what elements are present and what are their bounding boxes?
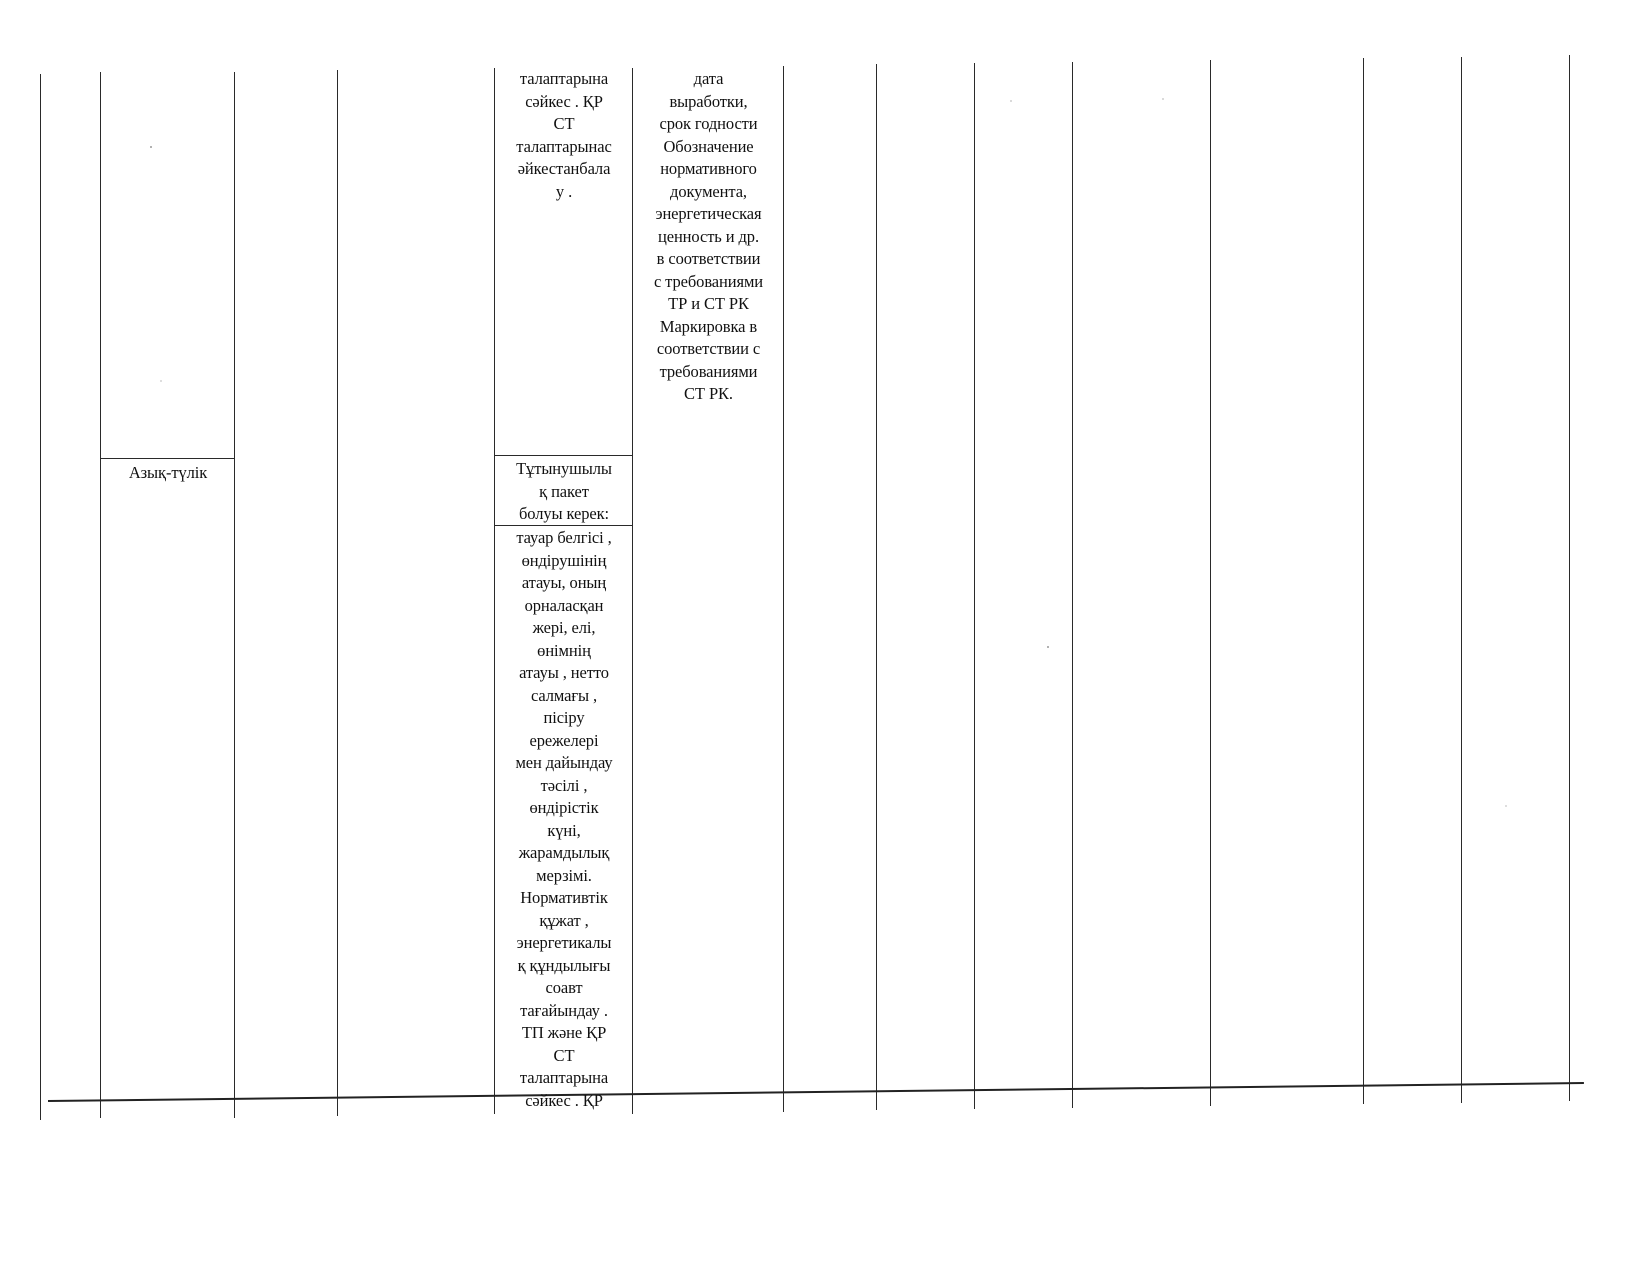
table-border-left [40, 74, 41, 1120]
column-divider-12 [1461, 57, 1462, 1103]
product-category-label: Азық-түлік [128, 463, 208, 482]
kz-marking-requirements-text: тауар белгісі , өндірушінің атауы, оның орналасқан жері, елі, өнімнің атауы , нетто салмағы , пісіру ережелері мен дайындау тәсілі , өндірістік күні, жарамдылық мерзімі. Нормативтік құжат , энергетикалы қ құндылығы соавт тағайындау . ТП және ҚР СТ талаптарына сәйкес . ҚР [515, 528, 613, 1110]
column-divider-11 [1363, 58, 1364, 1104]
column-divider-5 [632, 68, 633, 1114]
ru-marking-requirements-text: дата выработки, срок годности Обозначение нормативного документа, энергетическая ценность и др. в соответствии с требованиями ТР и СТ РК Маркировка в соответствии с требованиями СТ РК. [653, 69, 764, 403]
row-divider-category [100, 458, 234, 459]
column-divider-2 [234, 72, 235, 1118]
column-divider-7 [876, 64, 877, 1110]
column-divider-1 [100, 72, 101, 1118]
scan-speck [1010, 100, 1012, 102]
column-divider-6 [783, 66, 784, 1112]
scan-speck [1047, 646, 1049, 648]
row-divider-kz-package-top [494, 455, 632, 456]
scan-speck [150, 146, 152, 148]
kz-consumer-package-heading: Тұтынушылы қ пакет болуы керек: [516, 459, 612, 523]
table-border-right [1569, 55, 1570, 1101]
scan-speck [1505, 805, 1507, 807]
scan-speck [1162, 98, 1164, 100]
scan-speck [160, 380, 162, 382]
column-divider-8 [974, 63, 975, 1109]
column-divider-3 [337, 70, 338, 1116]
column-divider-10 [1210, 60, 1211, 1106]
table-border-bottom [48, 1082, 1584, 1102]
column-divider-9 [1072, 62, 1073, 1108]
column-divider-4 [494, 68, 495, 1114]
kz-requirements-continuation-text: талаптарына сәйкес . ҚР СТ талаптарынас әйкестанбала у . [516, 69, 612, 201]
